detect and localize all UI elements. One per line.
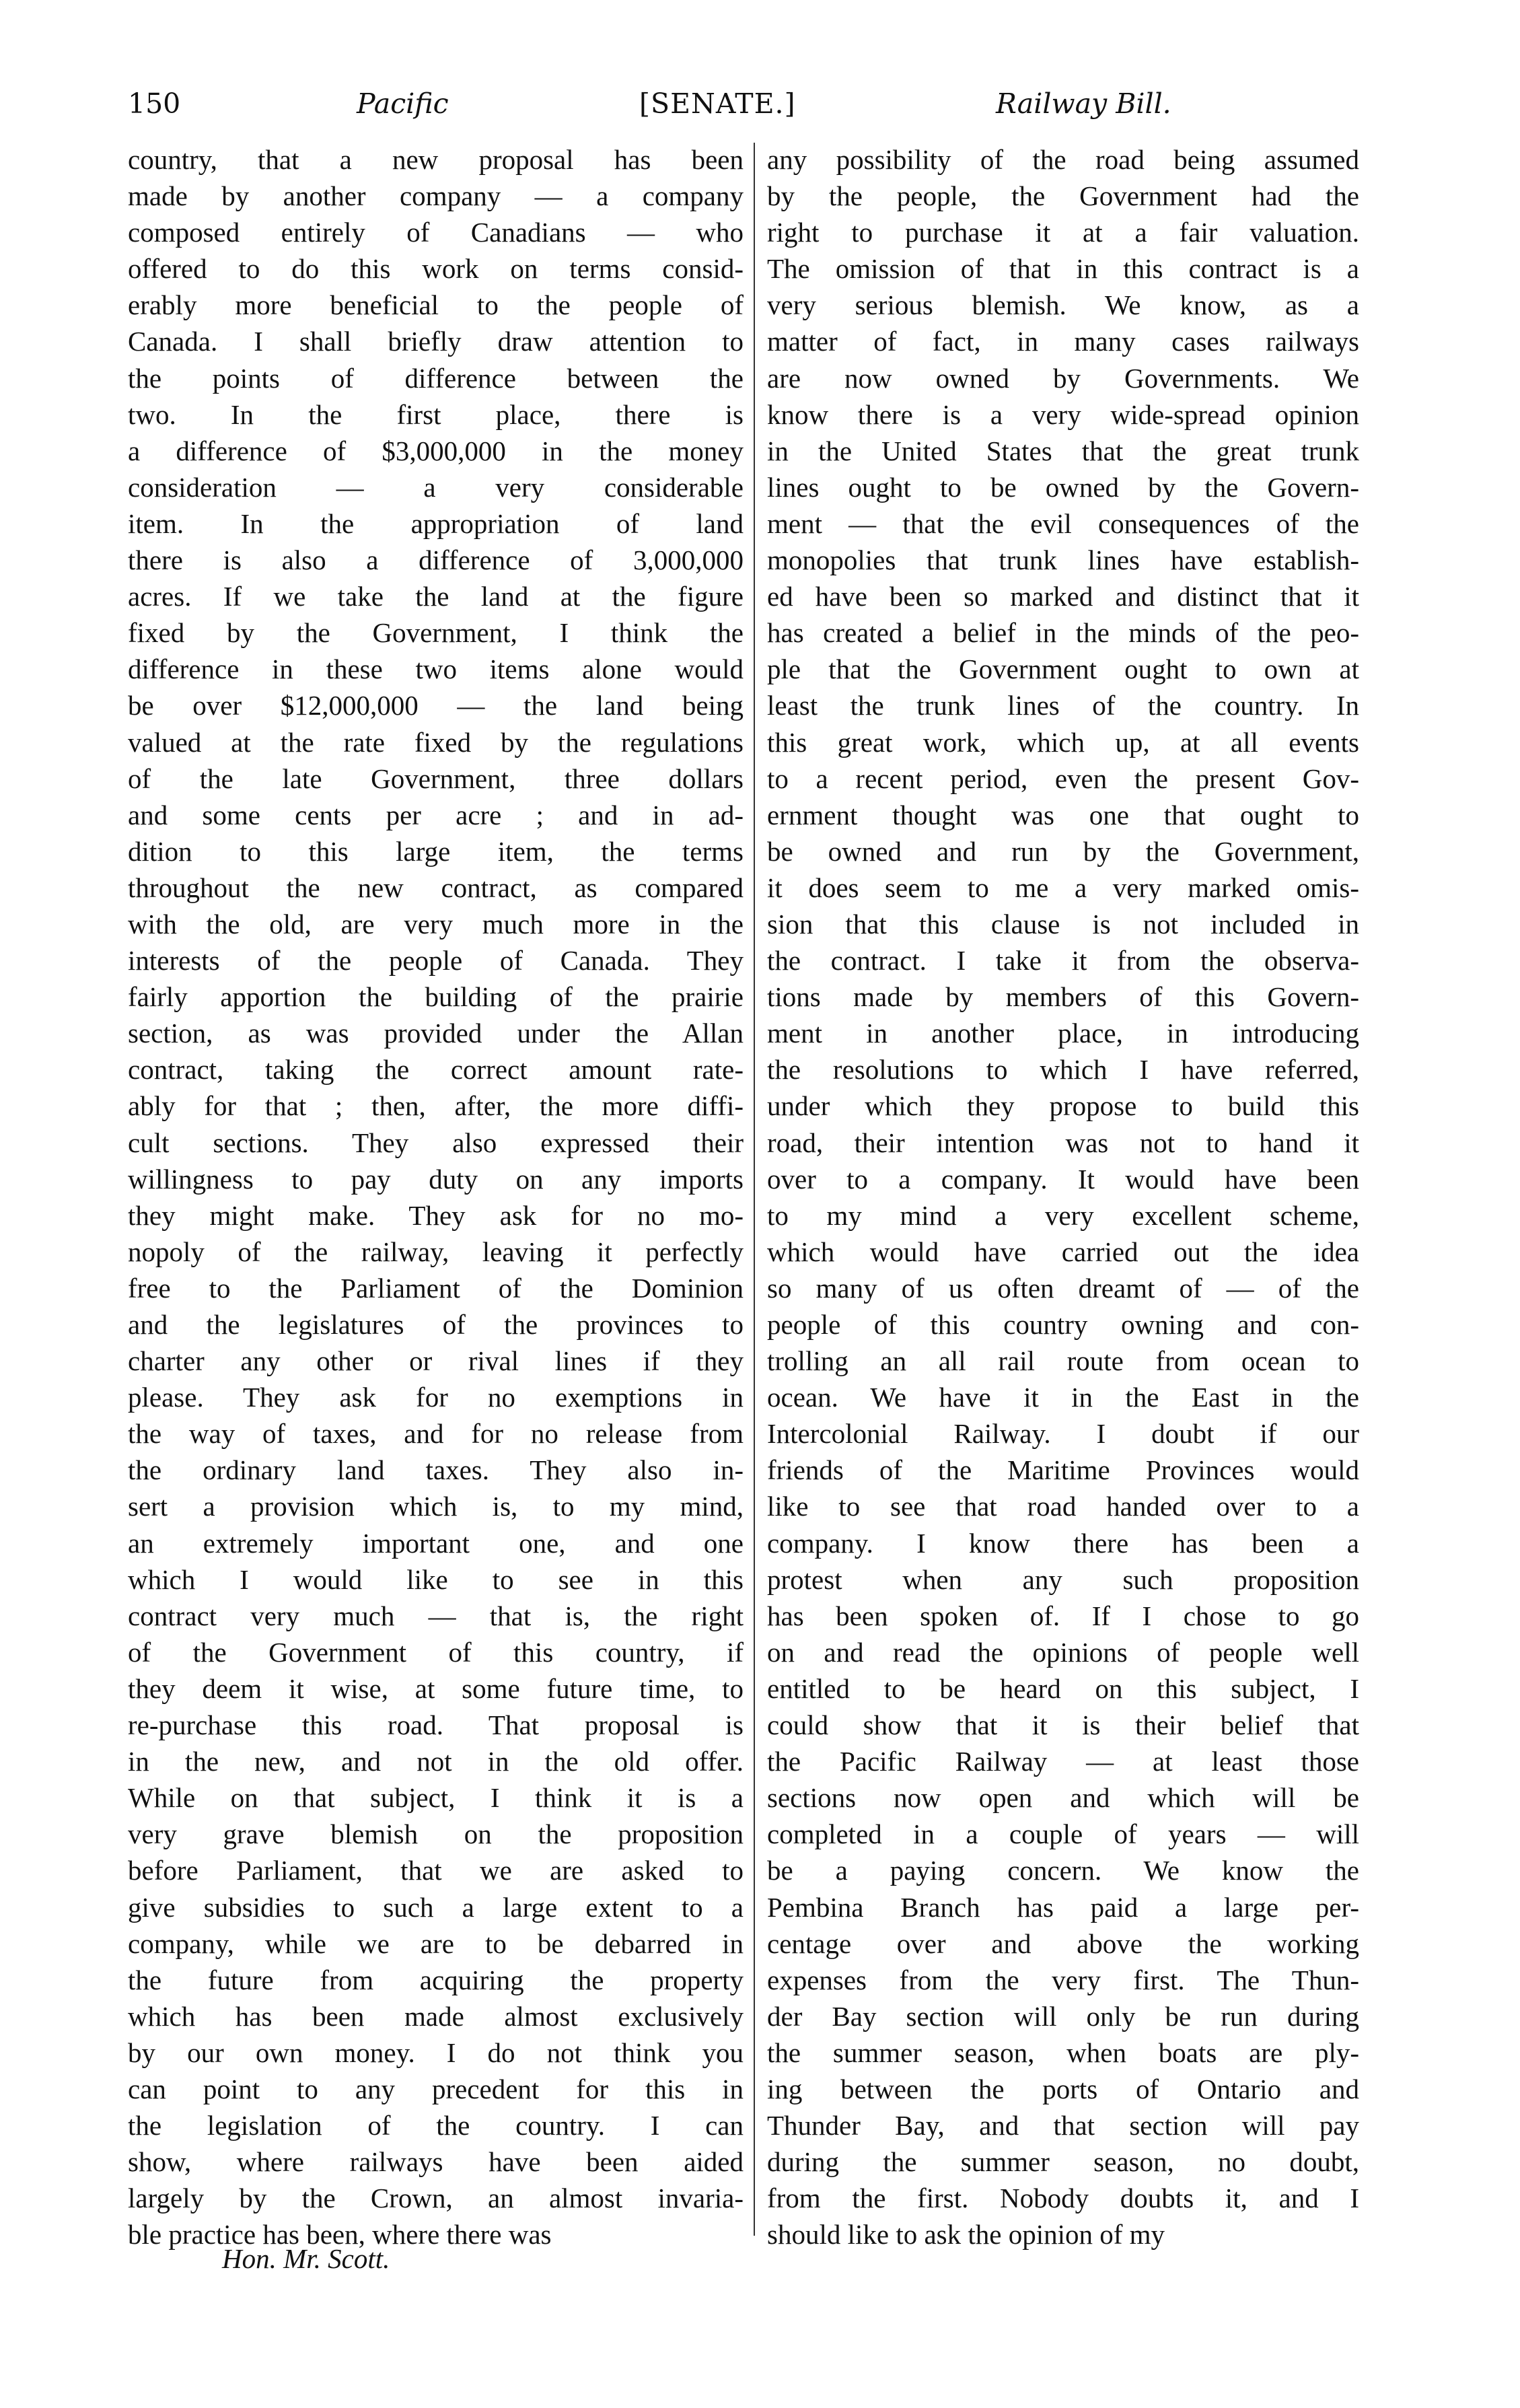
text-line: cult sections. They also expressed their (128, 1127, 744, 1158)
text-line: are now owned by Governments. We (767, 362, 1359, 394)
text-line: of the Government of this country, if (128, 1636, 744, 1668)
text-line: be a paying concern. We know the (767, 1855, 1359, 1886)
text-line: from the first. Nobody doubts it, and I (767, 2183, 1359, 2214)
text-line: could show that it is their belief that (767, 1709, 1359, 1741)
text-line: ernment thought was one that ought to (767, 799, 1359, 830)
text-line: made by another company — a company (128, 180, 744, 212)
running-header (128, 87, 1359, 135)
text-line: throughout the new contract, as compared (128, 872, 744, 903)
text-line: re-purchase this road. That proposal is (128, 1709, 744, 1741)
text-line: ment in another place, in introducing (767, 1018, 1359, 1049)
text-line: to my mind a very excellent scheme, (767, 1199, 1359, 1231)
speaker-signature: Hon. Mr. Scott. (222, 2243, 390, 2274)
text-line: centage over and above the working (767, 1927, 1359, 1959)
text-line: any possibility of the road being assumed (767, 144, 1359, 175)
text-line: on and read the opinions of people well (767, 1636, 1359, 1668)
text-line: to a recent period, even the present Gov- (767, 763, 1359, 794)
text-line: friends of the Maritime Provinces would (767, 1454, 1359, 1486)
text-line: people of this country owning and con- (767, 1309, 1359, 1340)
text-line: consideration — a very considerable (128, 471, 744, 503)
text-line: the way of taxes, and for no release from (128, 1418, 744, 1450)
text-line: the contract. I take it from the observa- (767, 945, 1359, 977)
text-line: they deem it wise, at some future time, to (128, 1672, 744, 1704)
text-line: trolling an all rail route from ocean to (767, 1345, 1359, 1377)
text-line: before Parliament, that we are asked to (128, 1855, 744, 1886)
text-line: they might make. They ask for no mo- (128, 1199, 744, 1231)
text-line: ing between the ports of Ontario and (767, 2073, 1359, 2104)
text-line: largely by the Crown, an almost invaria- (128, 2183, 744, 2214)
page-number: 150 (128, 87, 181, 120)
text-line: there is also a difference of 3,000,000 (128, 544, 744, 576)
text-line: interests of the people of Canada. They (128, 945, 744, 977)
text-line: sion that this clause is not included in (767, 908, 1359, 940)
text-line: The omission of that in this contract is a (767, 253, 1359, 285)
text-line: monopolies that trunk lines have establish- (767, 544, 1359, 576)
text-line: the resolutions to which I have referred, (767, 1054, 1359, 1086)
text-line: the ordinary land taxes. They also in- (128, 1454, 744, 1486)
text-line: right to purchase it at a fair valuation. (767, 217, 1359, 248)
text-line: which I would like to see in this (128, 1563, 744, 1595)
text-line: and some cents per acre ; and in ad- (128, 799, 744, 830)
text-line: this great work, which up, at all events (767, 726, 1359, 758)
text-line: Intercolonial Railway. I doubt if our (767, 1418, 1359, 1450)
text-line: has been spoken of. If I chose to go (767, 1600, 1359, 1631)
text-line: give subsidies to such a large extent to a (128, 1891, 744, 1923)
text-line: protest when any such proposition (767, 1563, 1359, 1595)
text-line: it does seem to me a very marked omis- (767, 872, 1359, 903)
text-line: during the summer season, no doubt, (767, 2146, 1359, 2178)
text-line: over to a company. It would have been (767, 1163, 1359, 1195)
text-line: ed have been so marked and distinct that it (767, 581, 1359, 612)
text-line: entitled to be heard on this subject, I (767, 1672, 1359, 1704)
text-line: Thunder Bay, and that section will pay (767, 2110, 1359, 2141)
text-line: two. In the first place, there is (128, 398, 744, 430)
text-line: least the trunk lines of the country. In (767, 690, 1359, 721)
text-line: a difference of $3,000,000 in the money (128, 435, 744, 466)
text-line: acres. If we take the land at the figure (128, 581, 744, 612)
text-line: der Bay section will only be run during (767, 2000, 1359, 2032)
text-line: section, as was provided under the Allan (128, 1018, 744, 1049)
text-line: under which they propose to build this (767, 1090, 1359, 1122)
header-center-title: [SENATE.] (639, 87, 796, 120)
column-divider (754, 143, 755, 2236)
text-line: While on that subject, I think it is a (128, 1782, 744, 1814)
text-line: fixed by the Government, I think the (128, 617, 744, 649)
text-line: road, their intention was not to hand it (767, 1127, 1359, 1158)
text-line: item. In the appropriation of land (128, 507, 744, 539)
text-line: offered to do this work on terms consid- (128, 253, 744, 285)
text-line: willingness to pay duty on any imports (128, 1163, 744, 1195)
text-line: very serious blemish. We know, as a (767, 289, 1359, 321)
text-line: matter of fact, in many cases railways (767, 326, 1359, 357)
text-line: company. I know there has been a (767, 1527, 1359, 1559)
text-line: the summer season, when boats are ply- (767, 2037, 1359, 2068)
text-line: erably more beneficial to the people of (128, 289, 744, 321)
text-line: be over $12,000,000 — the land being (128, 690, 744, 721)
text-line: by the people, the Government had the (767, 180, 1359, 212)
text-line: please. They ask for no exemptions in (128, 1382, 744, 1413)
text-line: ably for that ; then, after, the more diffi- (128, 1090, 744, 1122)
text-line: fairly apportion the building of the prairie (128, 981, 744, 1013)
text-line: expenses from the very first. The Thun- (767, 1964, 1359, 1995)
text-line: in the United States that the great trunk (767, 435, 1359, 466)
text-line: sections now open and which will be (767, 1782, 1359, 1814)
text-line: composed entirely of Canadians — who (128, 217, 744, 248)
text-line: charter any other or rival lines if they (128, 1345, 744, 1377)
text-line: can point to any precedent for this in (128, 2073, 744, 2104)
text-line: has created a belief in the minds of the peo- (767, 617, 1359, 649)
text-line: of the late Government, three dollars (128, 763, 744, 794)
header-left-title: Pacific (357, 87, 449, 120)
text-line: be owned and run by the Government, (767, 835, 1359, 867)
text-line: show, where railways have been aided (128, 2146, 744, 2178)
text-line: free to the Parliament of the Dominion (128, 1272, 744, 1304)
text-line: the future from acquiring the property (128, 1964, 744, 1995)
text-line: valued at the rate fixed by the regulations (128, 726, 744, 758)
text-line: completed in a couple of years — will (767, 1818, 1359, 1850)
text-line: by our own money. I do not think you (128, 2037, 744, 2068)
text-line: which would have carried out the idea (767, 1236, 1359, 1267)
right-text-column (767, 141, 1359, 2253)
text-line: the legislation of the country. I can (128, 2110, 744, 2141)
text-line: ment — that the evil consequences of the (767, 507, 1359, 539)
text-line: tions made by members of this Govern- (767, 981, 1359, 1013)
text-line: an extremely important one, and one (128, 1527, 744, 1559)
text-line: ocean. We have it in the East in the (767, 1382, 1359, 1413)
text-line: which has been made almost exclusively (128, 2000, 744, 2032)
text-line: very grave blemish on the proposition (128, 1818, 744, 1850)
text-line: and the legislatures of the provinces to (128, 1309, 744, 1340)
text-line: with the old, are very much more in the (128, 908, 744, 940)
text-line: difference in these two items alone would (128, 653, 744, 685)
text-line: like to see that road handed over to a (767, 1491, 1359, 1522)
text-line: Canada. I shall briefly draw attention to (128, 326, 744, 357)
text-line: ple that the Government ought to own at (767, 653, 1359, 685)
text-line: company, while we are to be debarred in (128, 1927, 744, 1959)
text-line: dition to this large item, the terms (128, 835, 744, 867)
text-line: lines ought to be owned by the Govern- (767, 471, 1359, 503)
text-line: nopoly of the railway, leaving it perfectly (128, 1236, 744, 1267)
text-line: in the new, and not in the old offer. (128, 1746, 744, 1777)
header-right-title: Railway Bill. (996, 87, 1171, 120)
text-line: contract very much — that is, the right (128, 1600, 744, 1631)
text-line: so many of us often dreamt of — of the (767, 1272, 1359, 1304)
left-text-column (128, 141, 744, 2253)
text-line: contract, taking the correct amount rate- (128, 1054, 744, 1086)
text-line: Pembina Branch has paid a large per- (767, 1891, 1359, 1923)
text-line: ble practice has been, where there was (128, 2219, 552, 2251)
text-line: sert a provision which is, to my mind, (128, 1491, 744, 1522)
text-line: country, that a new proposal has been (128, 144, 744, 175)
text-line: know there is a very wide-spread opinion (767, 398, 1359, 430)
text-line: should like to ask the opinion of my (767, 2219, 1165, 2251)
text-line: the points of difference between the (128, 362, 744, 394)
text-line: the Pacific Railway — at least those (767, 1746, 1359, 1777)
